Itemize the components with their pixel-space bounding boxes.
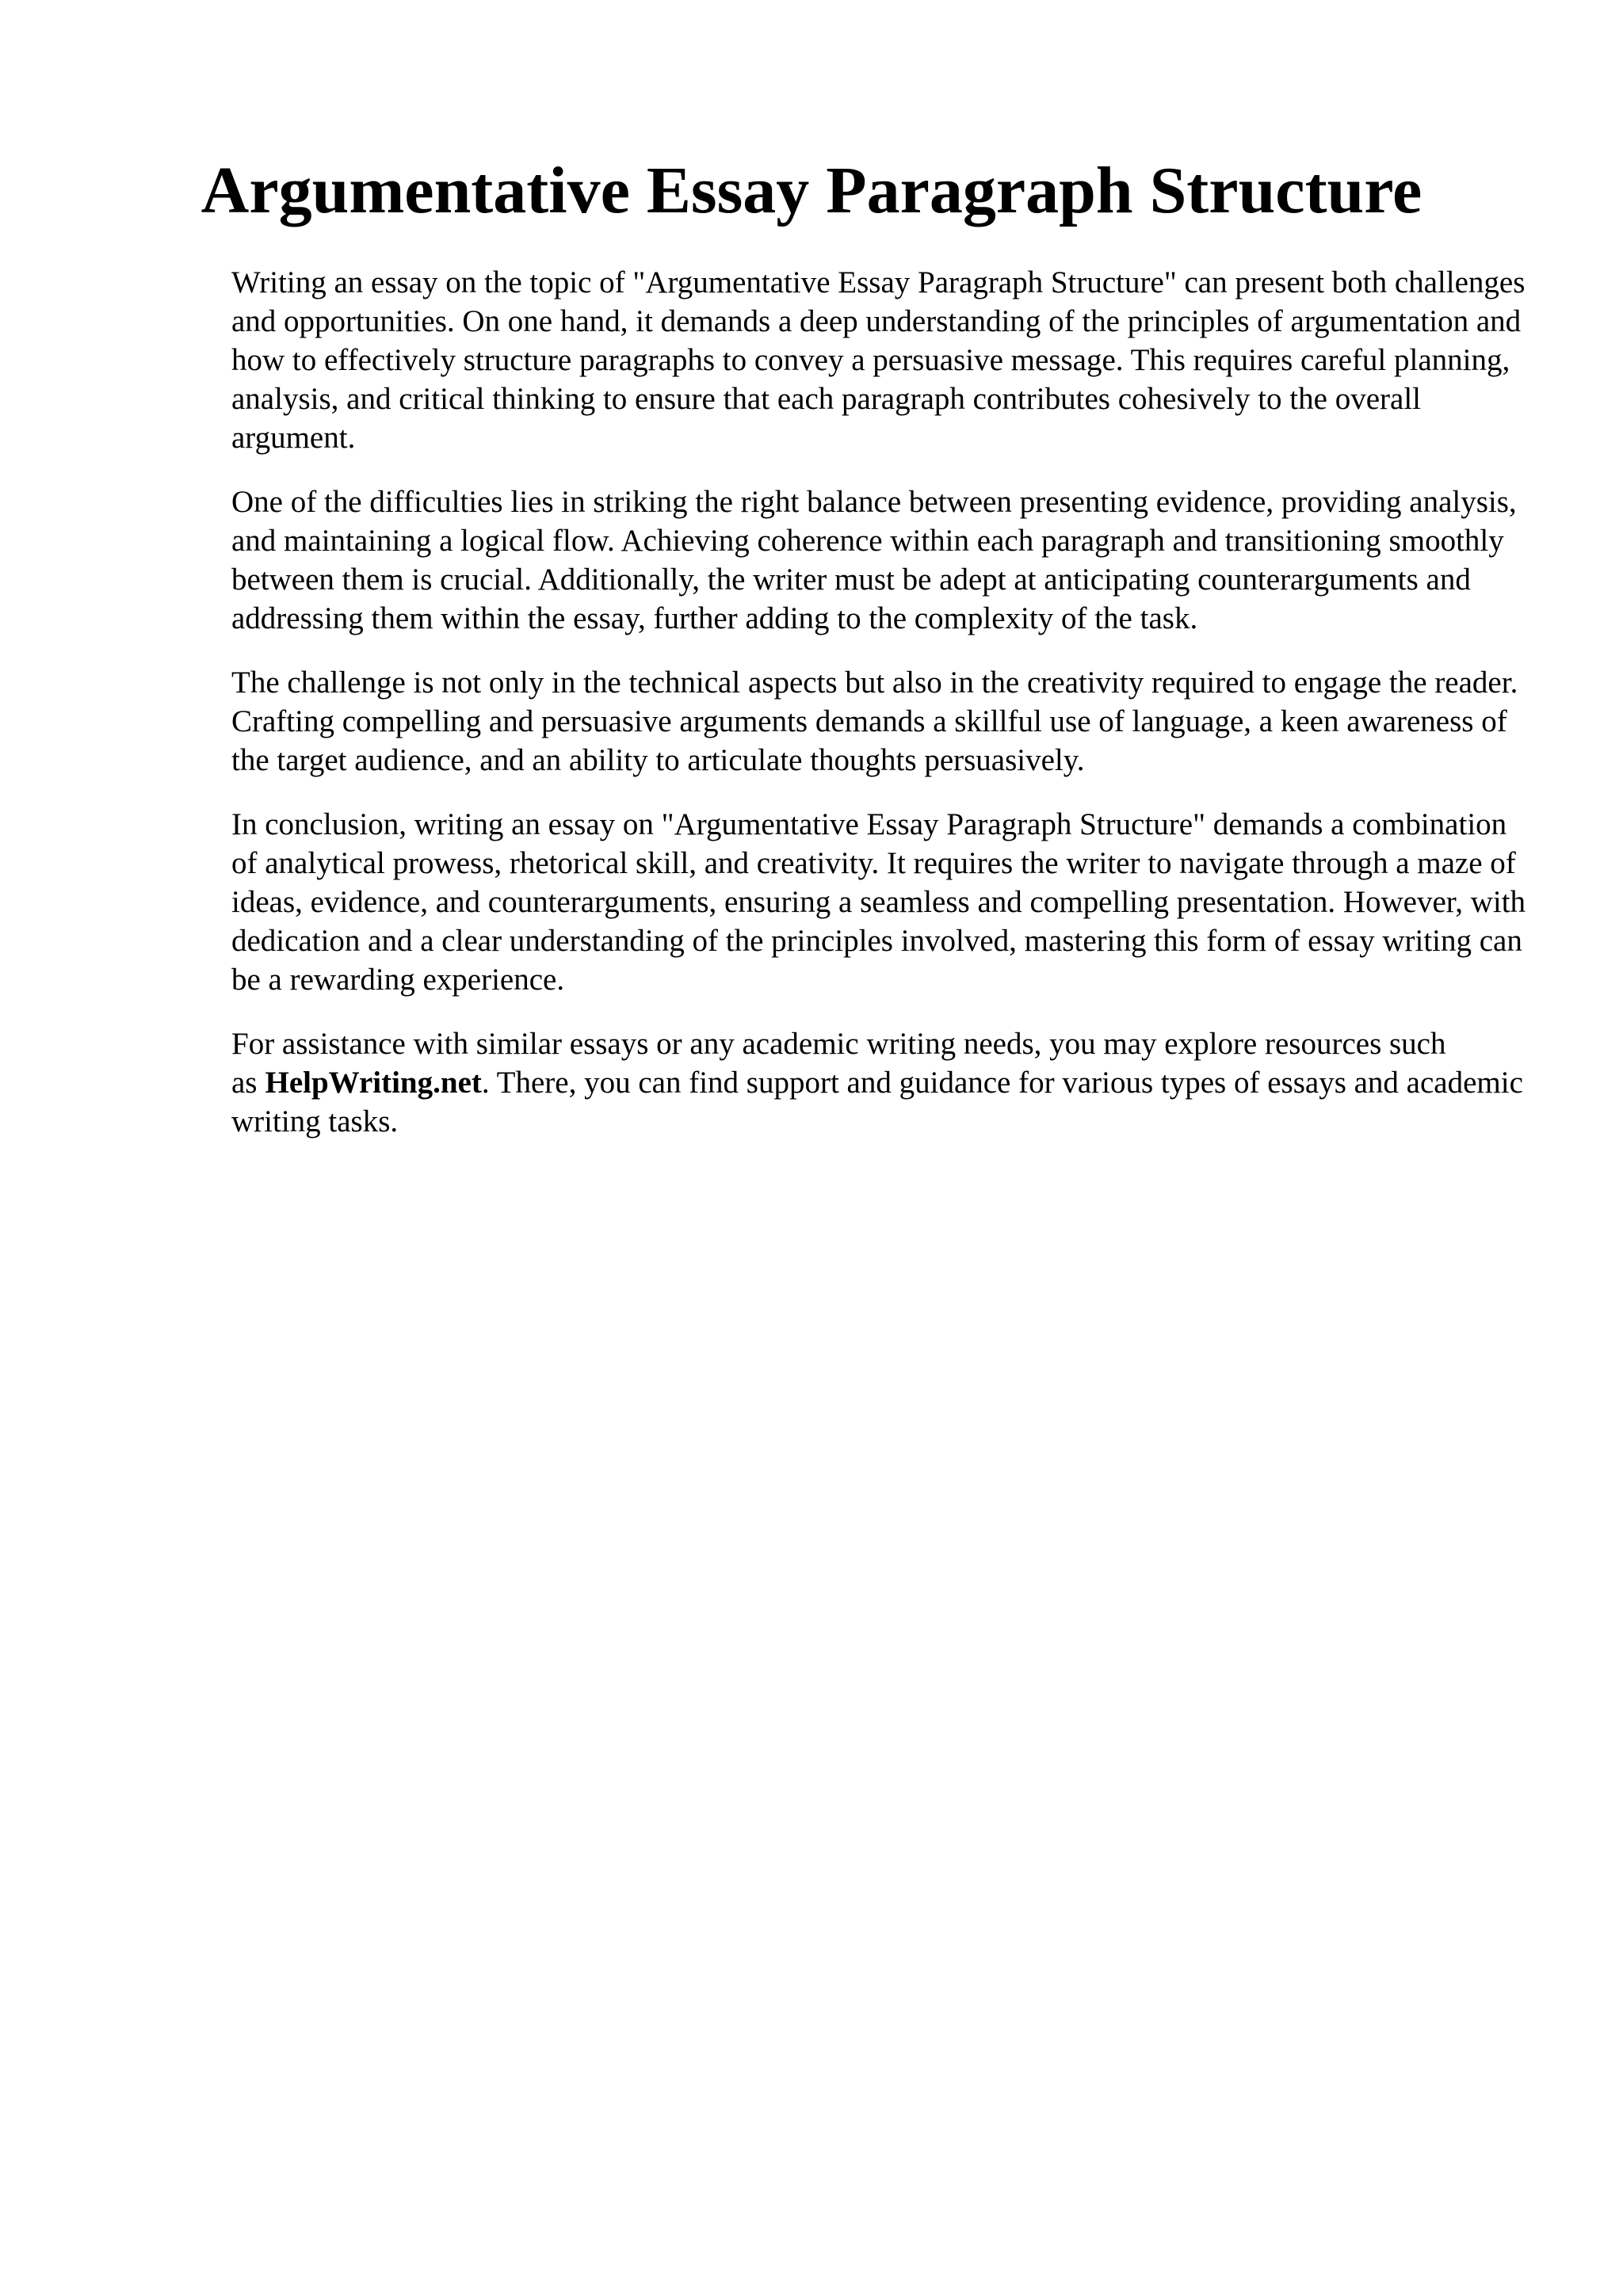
paragraph-2: One of the difficulties lies in striking the right balance between presenting evidence, providing analysis, and maintaining a logical flow. Achieving coherence within each paragraph and transitioning smoothly between them is crucial. Additionally, the writer must be adept at anticipating counterarguments and addressing them within the essay, further adding to the complexity of the task. — [231, 485, 1517, 635]
document-body — [231, 263, 1531, 1166]
helpwriting-link[interactable]: HelpWriting.net — [265, 1066, 482, 1100]
paragraph-4: In conclusion, writing an essay on "Argumentative Essay Paragraph Structure" demands a combination of analytical prowess, rhetorical skill, and creativity. It requires the writer to navigate through a maze of ideas, evidence, and counterarguments, ensuring a seamless and compelling presentation. However, with dedication and a clear understanding of the principles involved, mastering this form of essay writing can be a rewarding experience. — [231, 807, 1526, 997]
closing-text-before: For assistance with similar essays or any academic writing needs, you may explore resources such as — [231, 1027, 1446, 1100]
paragraph-1: Writing an essay on the topic of "Argumentative Essay Paragraph Structure" can present both challenges and opportunities. On one hand, it demands a deep understanding of the principles of argumentation and how to effectively structure paragraphs to convey a persuasive message. This requires careful planning, analysis, and critical thinking to ensure that each paragraph contributes cohesively to the overall argument. — [231, 265, 1526, 455]
closing-paragraph — [231, 1024, 1531, 1141]
document-title: Argumentative Essay Paragraph Structure — [200, 154, 1423, 227]
closing-text-after: . There, you can find support and guidance for various types of essays and academic writing tasks. — [231, 1066, 1523, 1138]
paragraph-3: The challenge is not only in the technical aspects but also in the creativity required to engage the reader. Crafting compelling and persuasive arguments demands a skillful use of language, a keen awareness of the target audience, and an ability to articulate thoughts persuasively. — [231, 666, 1518, 777]
